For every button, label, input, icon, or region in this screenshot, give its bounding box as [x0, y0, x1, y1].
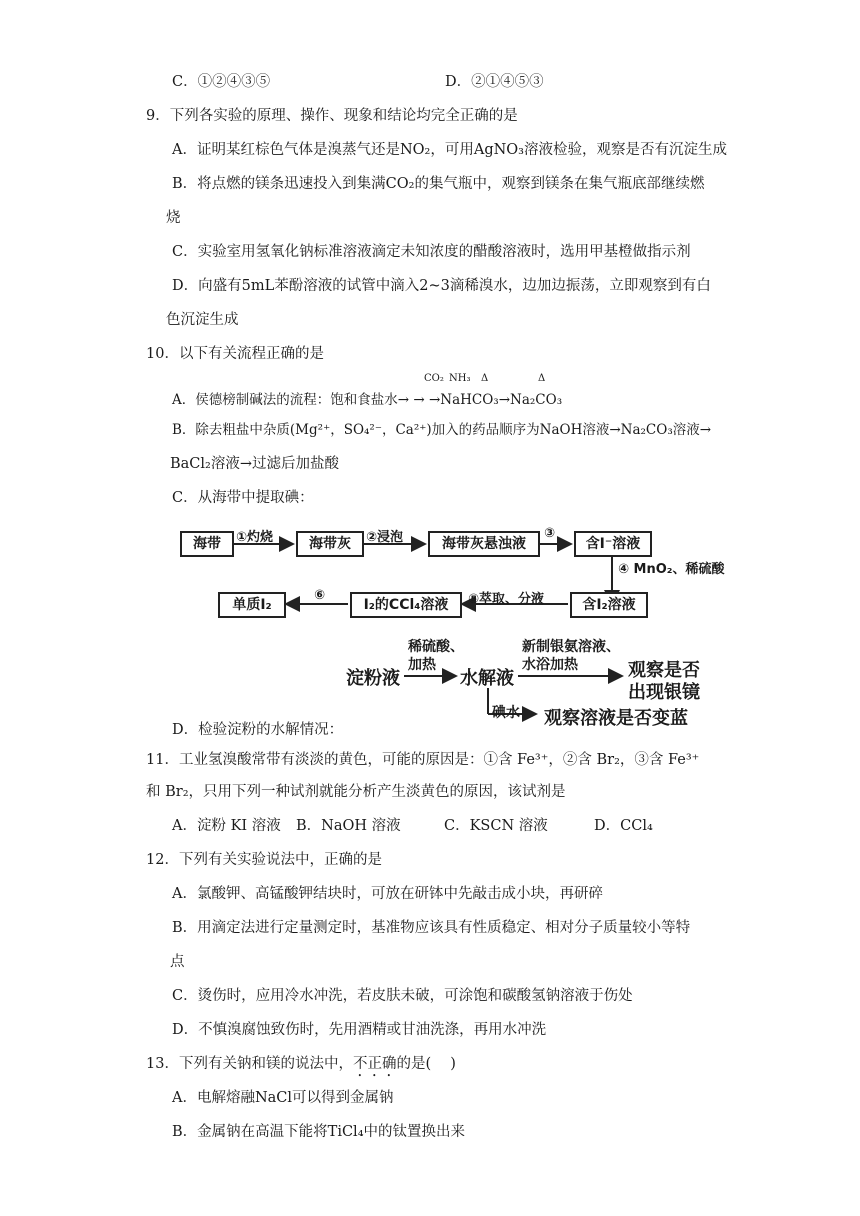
- q12-option-a: A．氯酸钾、高锰酸钾结块时，可放在研钵中先敲击成小块，再研碎: [172, 886, 603, 902]
- flow-step-4: ④ MnO₂、稀硫酸: [618, 562, 725, 577]
- flow-box-iodide-solution: 含I⁻溶液: [574, 531, 652, 557]
- q11-stem-line1: 11．工业氢溴酸常带有淡淡的黄色，可能的原因是：①含 Fe³⁺，②含 Br₂，③含 Fe³⁺: [146, 752, 700, 768]
- q10-a-above-co2: CO₂: [424, 373, 444, 384]
- flow-step-2: ②浸泡: [366, 530, 404, 545]
- q11-option-d: D．CCl₄: [594, 818, 653, 834]
- q13-stem-emphasis: 不正确: [352, 1056, 397, 1072]
- flow-box-elemental-iodine: 单质I₂: [218, 592, 286, 618]
- q9-option-a: A．证明某红棕色气体是溴蒸气还是NO₂，可用AgNO₃溶液检验，观察是否有沉淀生成: [172, 142, 727, 158]
- q8-option-d: D．②①④⑤③: [445, 74, 544, 90]
- diagram-result-silver-mirror-2: 出现银镜: [628, 682, 700, 703]
- q10-option-b-line2: BaCl₂溶液→过滤后加盐酸: [170, 456, 339, 472]
- diagram-condition-heat: 加热: [408, 657, 436, 673]
- q10-a-above-nh3: NH₃: [449, 373, 471, 384]
- q10-option-c: C．从海带中提取碘：: [172, 490, 314, 506]
- q13-stem-prefix: 13．下列有关钠和镁的说法中，: [146, 1056, 353, 1072]
- q9-option-b-line1: B．将点燃的镁条迅速投入到集满CO₂的集气瓶中，观察到镁条在集气瓶底部继续燃: [172, 176, 705, 192]
- flow-step-5: ⑤萃取、分液: [468, 592, 545, 607]
- flow-box-kelp-ash: 海带灰: [296, 531, 364, 557]
- diagram-condition-acid: 稀硫酸、: [408, 639, 464, 655]
- q10-option-d: D．检验淀粉的水解情况：: [172, 722, 344, 738]
- diagram-condition-iodine-water: 碘水: [492, 705, 520, 721]
- q9-option-d-line2: 色沉淀生成: [166, 312, 239, 328]
- diagram-starch-solution: 淀粉液: [346, 668, 400, 689]
- q12-stem: 12．下列有关实验说法中，正确的是: [146, 852, 382, 868]
- diagram-result-silver-mirror-1: 观察是否: [628, 660, 700, 681]
- flow-box-ccl4-solution: I₂的CCl₄溶液: [350, 592, 462, 618]
- q13-stem: [146, 1054, 456, 1080]
- q9-option-d-line1: D．向盛有5mL苯酚溶液的试管中滴入2~3滴稀溴水，边加边振荡，立即观察到有白: [172, 278, 711, 294]
- diagram-hydrolysate: 水解液: [460, 668, 514, 689]
- q8-option-c: C．①②④③⑤: [172, 74, 271, 90]
- q10-a-above-heat1: Δ: [481, 373, 489, 384]
- flow-step-3: ③: [544, 526, 556, 541]
- q9-option-c: C．实验室用氢氧化钠标准溶液滴定未知浓度的醋酸溶液时，选用甲基橙做指示剂: [172, 244, 691, 260]
- q12-option-b-line1: B．用滴定法进行定量测定时，基准物应该具有性质稳定、相对分子质量较小等特: [172, 920, 691, 936]
- q10-option-a: A．侯德榜制碱法的流程：饱和食盐水→ → →NaHCO₃→Na₂CO₃: [172, 392, 563, 408]
- q11-option-b: B．NaOH 溶液: [296, 818, 401, 834]
- flow-step-6: ⑥: [314, 588, 326, 603]
- q11-option-a: A．淀粉 KI 溶液: [172, 818, 281, 834]
- diagram-condition-silver-ammonia: 新制银氨溶液、: [522, 639, 620, 655]
- q12-option-d: D．不慎溴腐蚀致伤时，先用酒精或甘油洗涤，再用水冲洗: [172, 1022, 547, 1038]
- q10-stem: 10．以下有关流程正确的是: [146, 346, 324, 362]
- q11-stem-line2: 和 Br₂，只用下列一种试剂就能分析产生淡黄色的原因，该试剂是: [146, 784, 566, 800]
- q13-option-a: A．电解熔融NaCl可以得到金属钠: [172, 1090, 394, 1106]
- diagram-condition-water-bath: 水浴加热: [522, 657, 578, 673]
- flow-box-kelp: 海带: [180, 531, 234, 557]
- flow-box-iodine-solution: 含I₂溶液: [570, 592, 648, 618]
- flow-step-1: ①灼烧: [236, 530, 274, 545]
- diagram-result-turns-blue: 观察溶液是否变蓝: [544, 708, 688, 729]
- q13-stem-suffix: 的是( ): [396, 1056, 456, 1072]
- flow-box-suspension: 海带灰悬浊液: [428, 531, 540, 557]
- q12-option-b-line2: 点: [170, 954, 185, 970]
- q9-option-b-line2: 烧: [166, 210, 181, 226]
- q12-option-c: C．烫伤时，应用冷水冲洗，若皮肤未破，可涂饱和碳酸氢钠溶液于伤处: [172, 988, 633, 1004]
- q10-option-b-line1: B．除去粗盐中杂质(Mg²⁺，SO₄²⁻，Ca²⁺)加入的药品顺序为NaOH溶液→Na₂CO₃溶液→: [172, 422, 712, 438]
- q13-option-b: B．金属钠在高温下能将TiCl₄中的钛置换出来: [172, 1124, 466, 1140]
- q11-option-c: C．KSCN 溶液: [444, 818, 548, 834]
- q10-a-above-heat2: Δ: [538, 373, 546, 384]
- q9-stem: 9．下列各实验的原理、操作、现象和结论均完全正确的是: [146, 108, 518, 124]
